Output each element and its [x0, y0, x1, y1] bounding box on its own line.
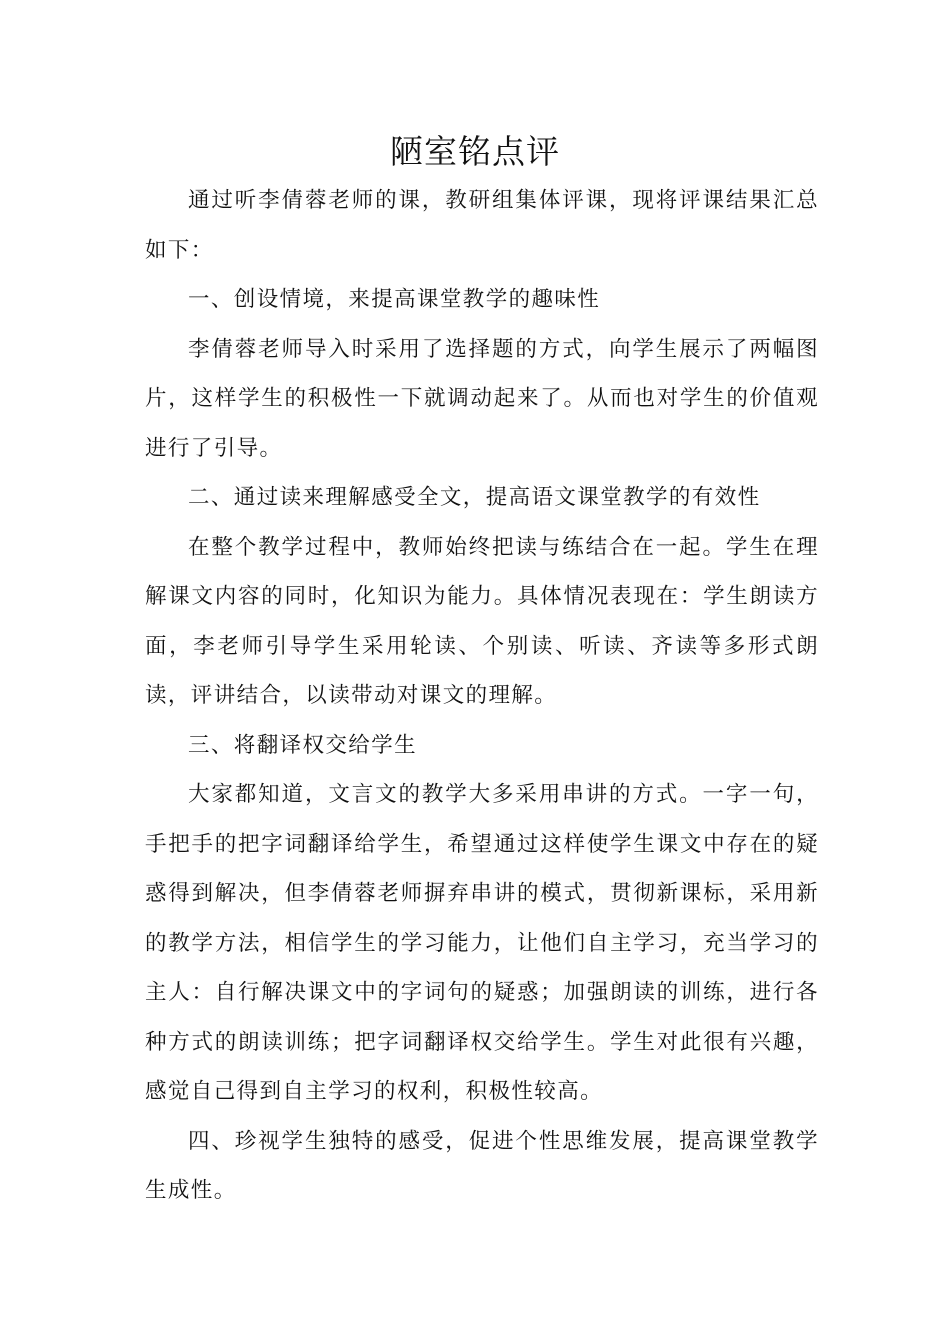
document-title: 陋室铭点评 — [390, 132, 560, 171]
intro-paragraph: 通过听李倩蓉老师的课，教研组集体评课，现将评课结果汇总如下： — [145, 188, 819, 263]
section-heading-3: 三、将翻译权交给学生 — [188, 732, 418, 758]
section-paragraph-3: 大家都知道，文言文的教学大多采用串讲的方式。一字一句，手把手的把字词翻译给学生，希望通过这样使学生课文中存在的疑惑得到解决，但李倩蓉老师摒弃串讲的模式，贯彻新课标，采用新的教学方法，相信学生的学习能力，让他们自主学习，充当学习的主人：自行解决课文中的字词句的疑惑；加强朗读的训练，进行各种方式的朗读训练；把字词翻译权交给学生。学生对此很有兴趣，感觉自己得到自主学习的权利，积极性较高。 — [145, 782, 819, 1104]
section-heading-1: 一、创设情境，来提高课堂教学的趣味性 — [188, 287, 601, 312]
section-paragraph-2: 在整个教学过程中，教师始终把读与练结合在一起。学生在理解课文内容的同时，化知识为能力。具体情况表现在：学生朗读方面，李老师引导学生采用轮读、个别读、听读、齐读等多形式朗读，评讲结合，以读带动对课文的理解。 — [145, 534, 819, 708]
section-paragraph-1: 李倩蓉老师导入时采用了选择题的方式，向学生展示了两幅图片，这样学生的积极性一下就调动起来了。从而也对学生的价值观进行了引导。 — [145, 336, 819, 461]
section-heading-4: 四、珍视学生独特的感受，促进个性思维发展，提高课堂教学生成性。 — [145, 1128, 819, 1203]
section-heading-2: 二、通过读来理解感受全文，提高语文课堂教学的有效性 — [188, 485, 761, 510]
document-body — [145, 176, 819, 1216]
